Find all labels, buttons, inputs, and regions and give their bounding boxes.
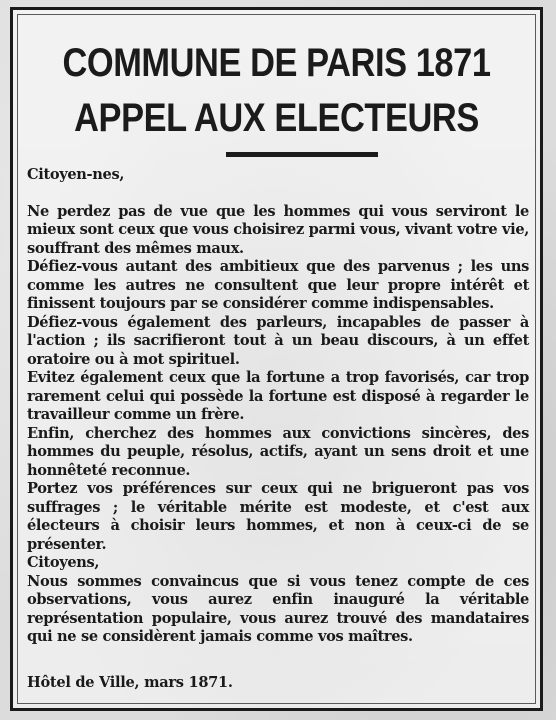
paragraph-3: Défiez-vous également des parleurs, incapables de passer à l'action ; ils sacrifieront tout à un beau discours, à un effet oratoire ou à mot spirituel. (27, 313, 529, 368)
paragraph-5: Enfin, cherchez des hommes aux convictions sincères, des hommes du peuple, résolus, actifs, ayant un sens droit et une honnêteté reconnue. (27, 424, 529, 479)
paragraph-2: Défiez-vous autant des ambitieux que des parvenus ; les uns comme les autres ne consultent que leur propre intérêt et finissent toujours par se considérer comme indispensables. (27, 258, 529, 312)
closing-paragraph: Nous sommes convaincus que si vous tenez compte de ces observations, vous aurez enfin inauguré la véritable représentation populaire, vous aurez trouvé des mandataires qui ne se considèrent jamais comme vos maîtres. (27, 572, 529, 645)
closing-address: Citoyens, (27, 554, 100, 571)
paragraph-4: Evitez également ceux que la fortune a trop favorisés, car trop rarement celui qui possède la fortune est disposé à regarder le travailleur comme un frère. (27, 369, 529, 423)
poster-title-line-2: APPEL AUX ELECTEURS (74, 96, 479, 140)
spacer (27, 185, 529, 203)
poster-title-line-1: COMMUNE DE PARIS 1871 (62, 41, 491, 85)
title-underline-rule (226, 152, 378, 157)
paragraph-6: Portez vos préférences sur ceux qui ne brigueront pas vos suffrages ; le véritable mérite est modeste, et c'est aux électeurs à choisir leurs hommes, et non à ceux-ci de se présenter. (27, 480, 529, 553)
paragraph-1: Ne perdez pas de vue que les hommes qui vous serviront le mieux sont ceux que vous choisirez parmi vous, vivant votre vie, souffrant des mêmes maux. (27, 202, 529, 257)
salutation: Citoyen-nes, (27, 166, 125, 183)
poster (10, 7, 543, 711)
signature-line: Hôtel de Ville, mars 1871. (27, 674, 233, 691)
poster-body (27, 166, 529, 647)
